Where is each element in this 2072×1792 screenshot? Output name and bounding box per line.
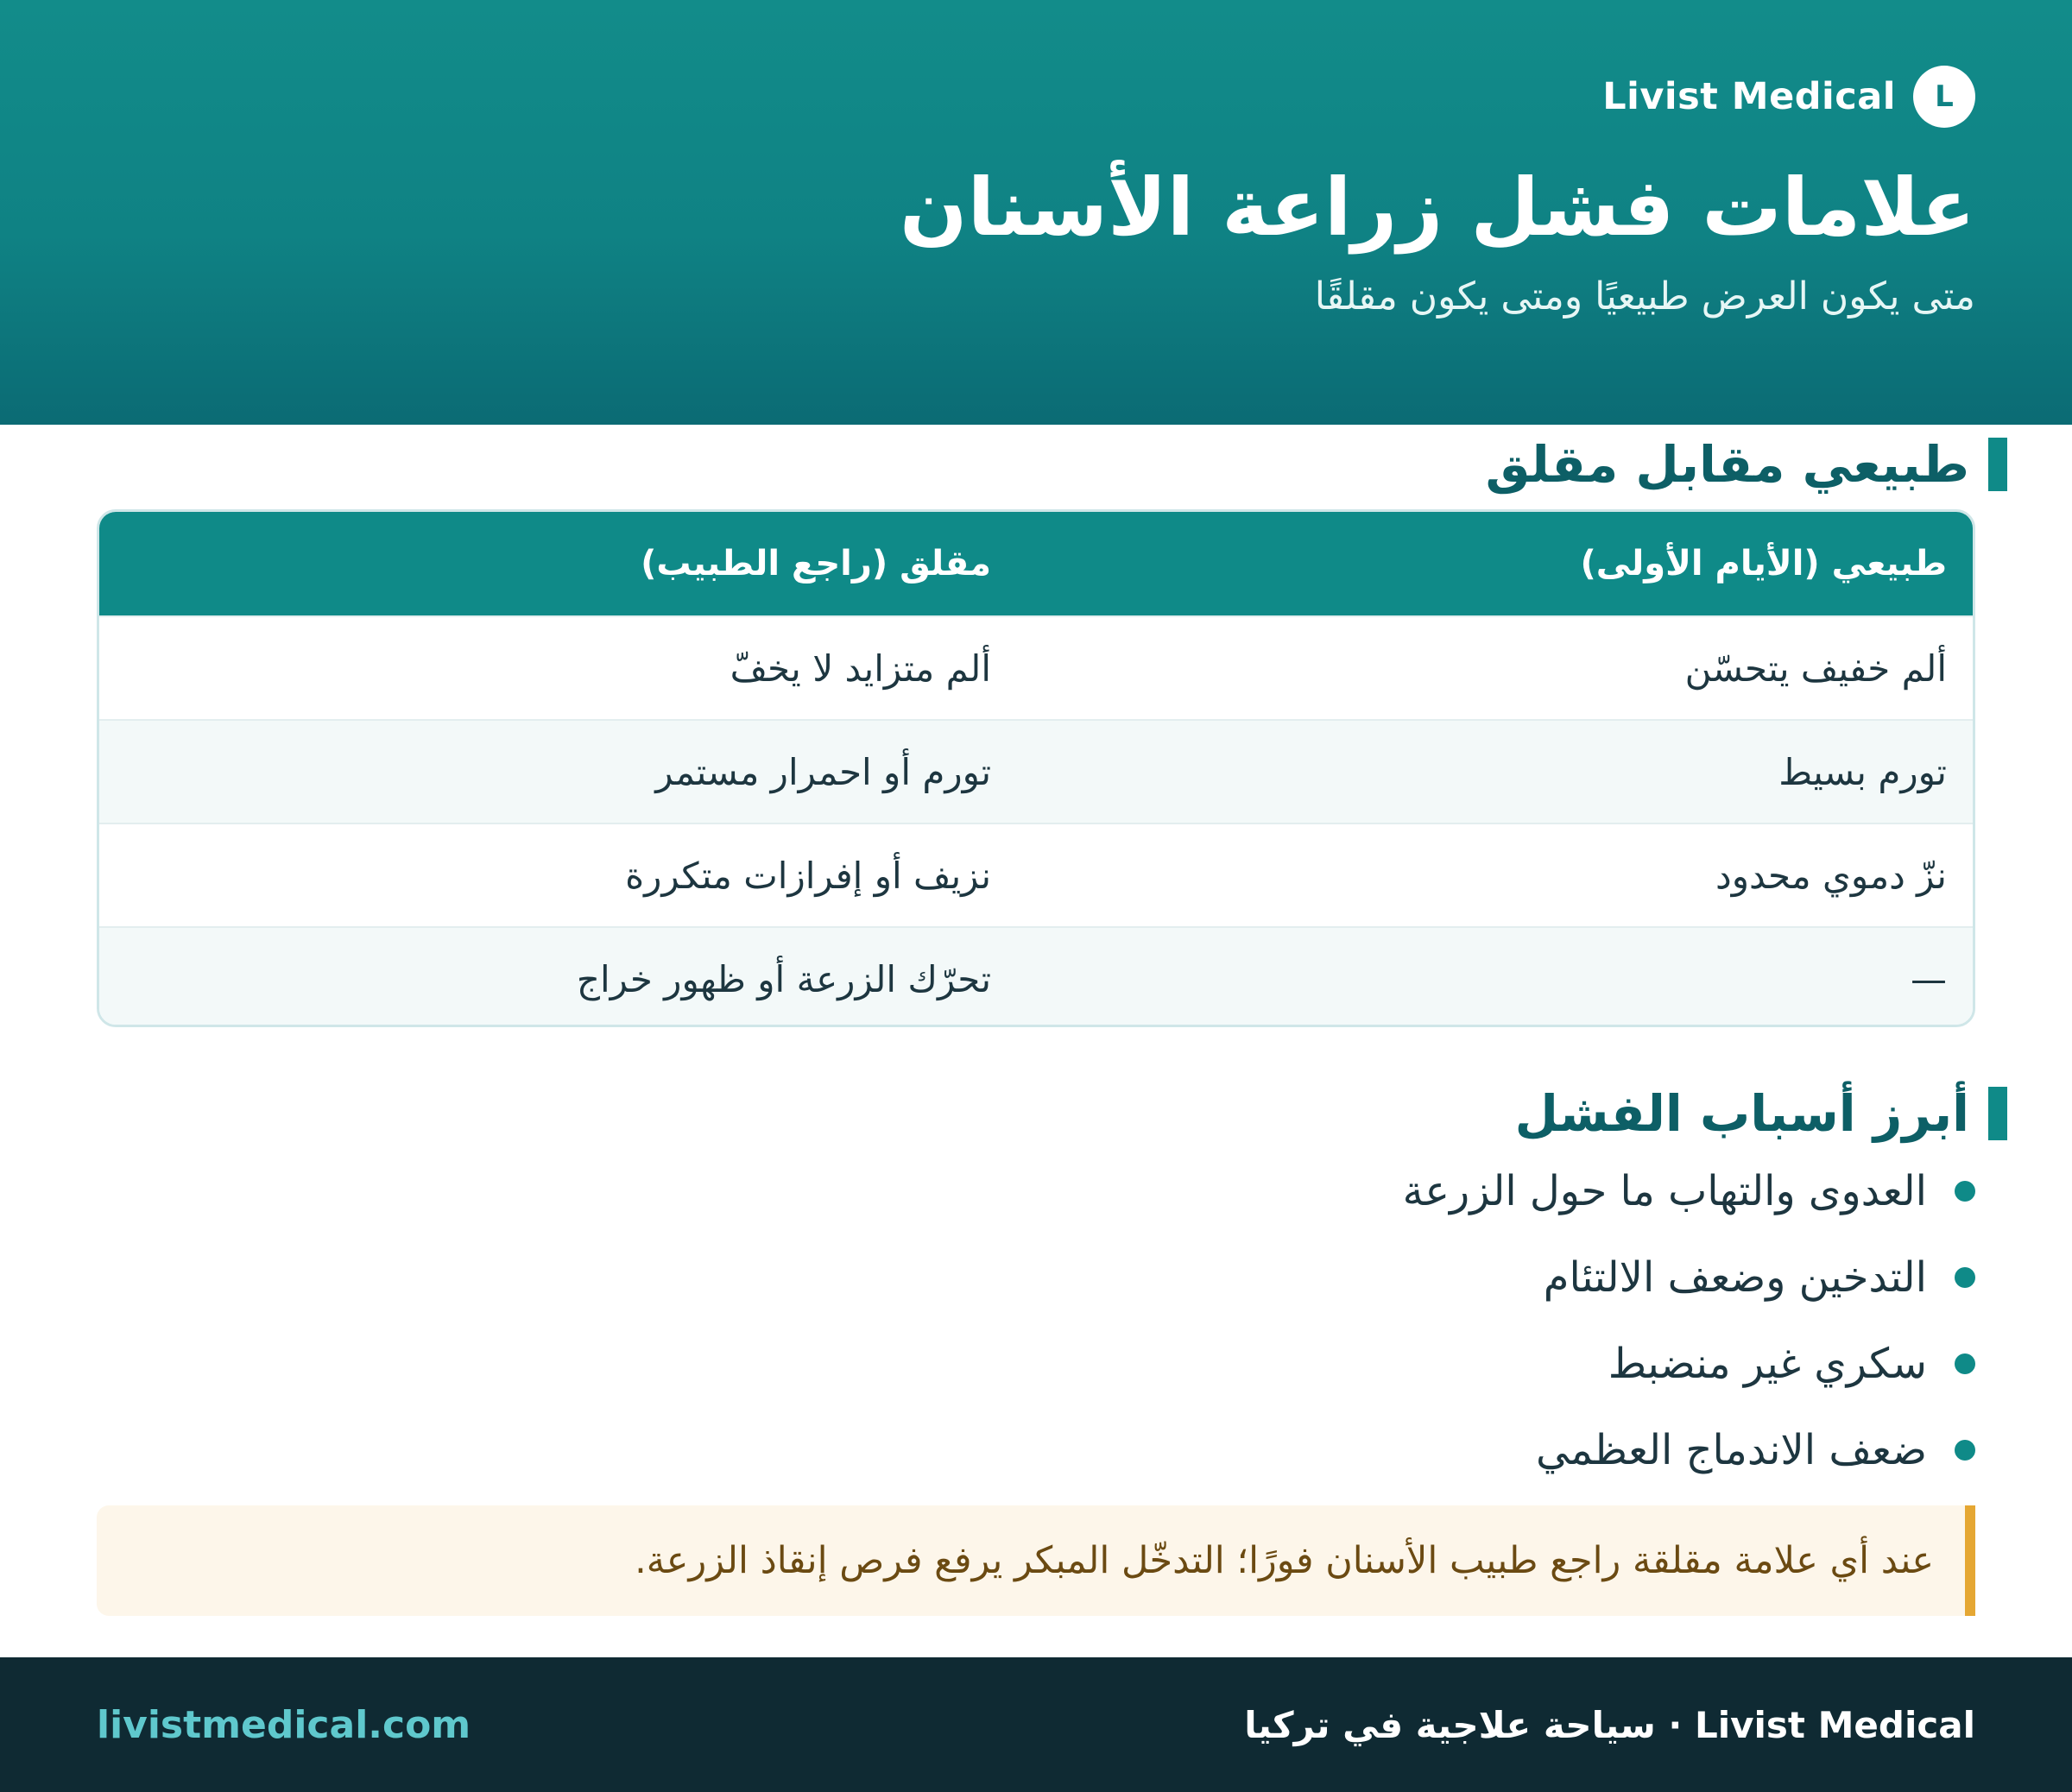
table-row <box>99 615 1973 719</box>
footer-tagline: Livist Medical · سياحة علاجية في تركيا <box>1244 1703 1975 1746</box>
brand-logo-icon: L <box>1913 66 1975 128</box>
bullet-dot-icon <box>1955 1353 1975 1374</box>
header-banner <box>0 0 2072 425</box>
cell-alarming: تحرّك الزرعة أو ظهور خراج <box>576 957 992 1000</box>
footer <box>0 1657 2072 1792</box>
comparison-title: طبيعي مقابل مقلق <box>1485 435 1969 494</box>
list-item <box>1403 1148 1975 1234</box>
causes-list <box>1403 1148 1975 1493</box>
cell-normal: تورم بسيط <box>1778 750 1947 793</box>
cause-text: سكري غير منضبط <box>1608 1340 1927 1388</box>
cell-alarming: ألم متزايد لا يخفّ <box>730 647 992 690</box>
column-header-normal: طبيعي (الأيام الأولى) <box>1580 544 1947 584</box>
table-row <box>99 926 1973 1027</box>
bullet-dot-icon <box>1955 1267 1975 1288</box>
cause-text: ضعف الاندماج العظمي <box>1536 1426 1927 1474</box>
comparison-table <box>97 509 1975 1027</box>
table-row <box>99 823 1973 926</box>
page-subtitle: متى يكون العرض طبيعيًا ومتى يكون مقلقًا <box>1314 274 1975 319</box>
cell-normal: ألم خفيف يتحسّن <box>1684 647 1947 690</box>
table-header-row <box>99 512 1973 615</box>
section-marker <box>1988 438 2007 491</box>
website-link[interactable]: livistmedical.com <box>97 1702 471 1747</box>
cell-alarming: تورم أو احمرار مستمر <box>655 750 992 793</box>
list-item <box>1403 1321 1975 1407</box>
advice-note: عند أي علامة مقلقة راجع طبيب الأسنان فورًا؛ التدخّل المبكر يرفع فرص إنقاذ الزرعة. <box>97 1505 1975 1616</box>
cell-normal: — <box>1911 957 1947 1000</box>
causes-title: أبرز أسباب الفشل <box>1514 1084 1969 1143</box>
bullet-dot-icon <box>1955 1181 1975 1202</box>
comparison-heading <box>1486 435 2007 494</box>
section-marker <box>1988 1087 2007 1140</box>
causes-heading <box>1515 1084 2007 1143</box>
brand-name: Livist Medical <box>1602 75 1896 118</box>
column-header-alarming: مقلق (راجع الطبيب) <box>641 544 992 584</box>
page-title: علامات فشل زراعة الأسنان <box>900 161 1975 254</box>
bullet-dot-icon <box>1955 1440 1975 1461</box>
list-item <box>1403 1407 1975 1493</box>
cause-text: العدوى والتهاب ما حول الزرعة <box>1402 1167 1927 1215</box>
cause-text: التدخين وضعف الالتئام <box>1543 1253 1927 1302</box>
cell-alarming: نزيف أو إفرازات متكررة <box>625 854 992 897</box>
brand <box>1602 66 1975 128</box>
cell-normal: نزّ دموي محدود <box>1715 854 1947 897</box>
list-item <box>1403 1234 1975 1321</box>
table-row <box>99 719 1973 823</box>
